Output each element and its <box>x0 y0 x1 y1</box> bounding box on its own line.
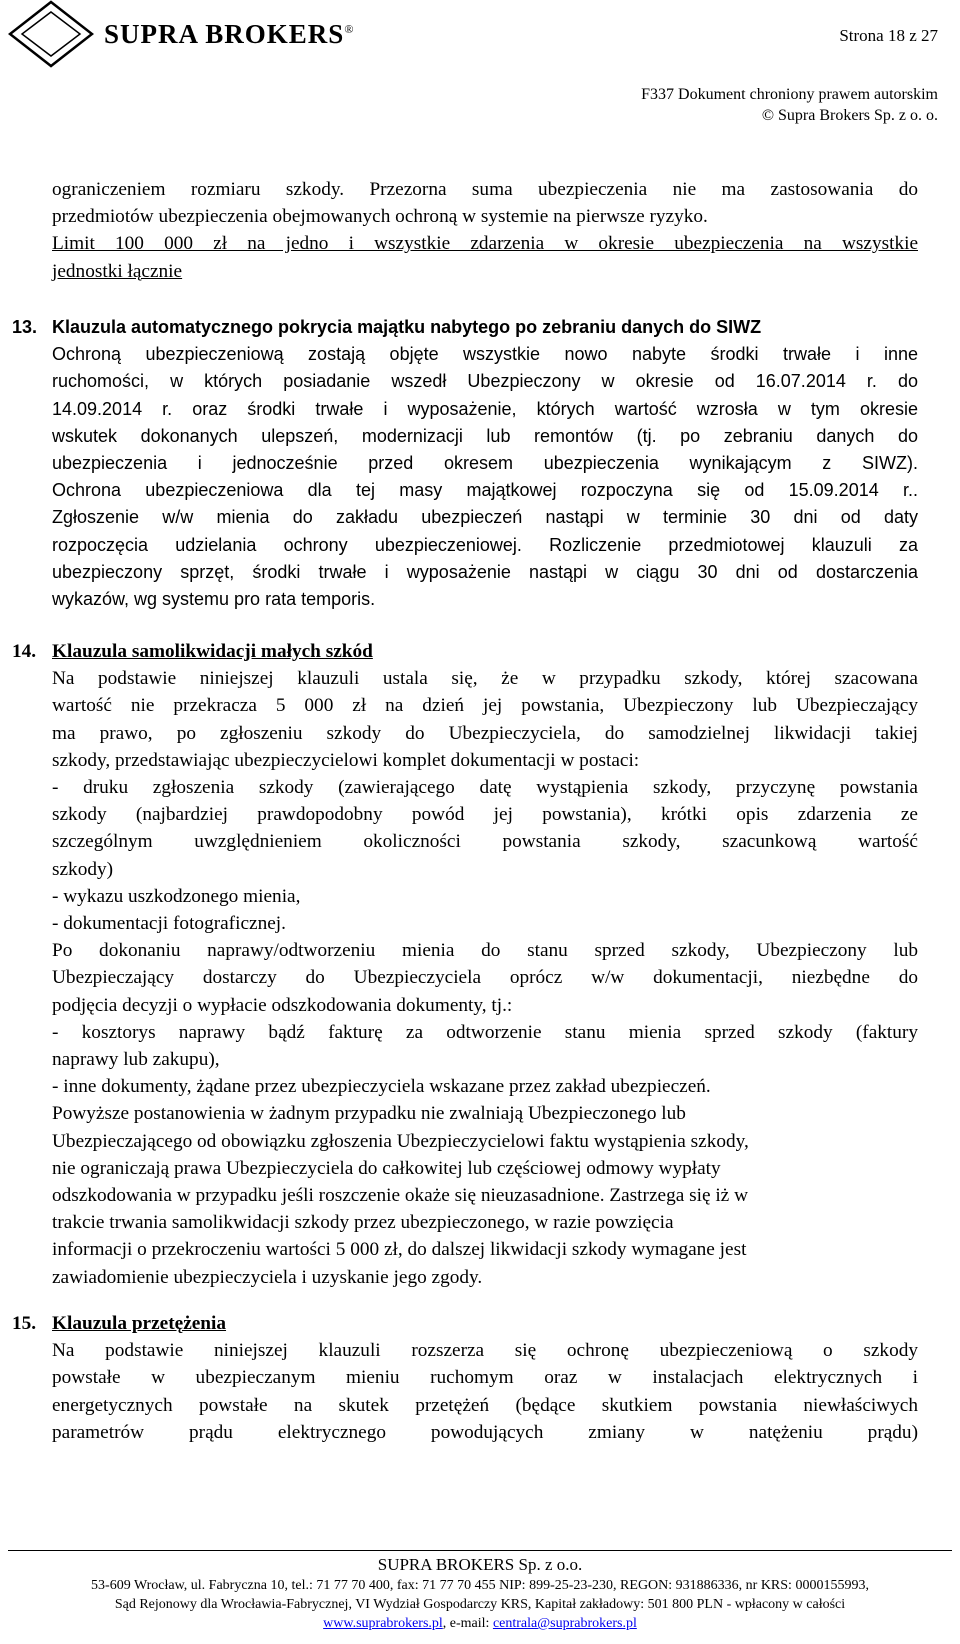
email-link[interactable]: centrala@suprabrokers.pl <box>492 1616 637 1631</box>
footer-divider <box>8 1550 952 1551</box>
copyright-notice <box>641 84 938 126</box>
page-number: Strona 18 z 27 <box>839 26 938 45</box>
footer-address: 53-609 Wrocław, ul. Fabryczna 10, tel.: 71 77 70 400, fax: 71 77 70 455 NIP: 899-25-23-230, REGON: 931886336, nr KRS: 0000155993, <box>91 1578 869 1593</box>
diamond-logo-icon <box>8 0 94 68</box>
footer-company: SUPRA BROKERS Sp. z o.o. <box>377 1555 583 1574</box>
page-footer <box>0 1554 960 1633</box>
brand-name: SUPRA BROKERS® <box>104 18 355 49</box>
section-15-number: 15. <box>12 1313 37 1334</box>
section-14-number: 14. <box>12 641 37 662</box>
supra-brokers-logo <box>8 0 354 68</box>
intro-paragraph: ograniczeniem rozmiaru szkody. Przezorna suma ubezpieczenia nie ma zastosowania do przedmiotów ubezpieczenia obejmowanych ochroną w systemie na pierwsze ryzyko. Limit 100 000 zł na jedno i wszystkie zdarzenia w okresie ubezpieczenia na wszystkie jednostki łącznie <box>52 179 918 282</box>
section-14: Klauzula samolikwidacji małych szkód Na podstawie niniejszej klauzuli ustala się, że w przypadku szkody, której szacowana wartość nie przekracza 5 000 zł na dzień jej powstania, Ubezpieczony lub Ubezpieczający ma prawo, po zgłoszeniu szkody do Ubezpieczyciela, do samodzielnej likwidacji takiej szkody, przedstawiając ubezpieczycielowi komplet dokumentacji w postaci: - druku zgłoszenia szkody (zawierającego datę wystąpienia szkody, przyczynę powstania szkody (najbardziej prawdopodobny powód jej powstania), krótki opis zdarzenia ze szczególnym uwzględnieniem okoliczności powstania szkody, szacunkową wartość szkody) - wykazu uszkodzonego mienia, - dokumentacji fotograficznej. Po dokonaniu naprawy/odtworzeniu mienia do stanu sprzed szkody, Ubezpieczony lub Ubezpieczający dostarczy do Ubezpieczyciela oprócz w/w dokumentacji, niezbędne do podjęcia decyzji o wypłacie odszkodowania dokumenty, tj.: - kosztorys naprawy bądź fakturę za odtworzenie stanu mienia sprzed szkody (faktury naprawy lub zakupu), - inne dokumenty, żądane przez ubezpieczyciela wskazane przez zakład ubezpieczeń. Powyższe postanowienia w żadnym przypadku nie zwalniają Ubezpieczonego lub Ubezpieczającego od obowiązku zgłoszenia Ubezpieczycielowi faktu wystąpienia szkody, nie ograniczają prawa Ubezpieczyciela do całkowitej lub częściowej odmowy wypłaty odszkodowania w przypadku jeśli roszczenie okaże się nieuzasadnione. Zastrzega się iż w trakcie trwania samolikwidacji szkody przez ubezpieczonego, w razie powzięcia informacji o przekroczeniu wartości 5 000 zł, do dalszej likwidacji szkody wymagane jest zawiadomienie ubezpieczyciela i uzyskanie jego zgody. <box>52 638 918 1291</box>
website-link[interactable]: www.suprabrokers.pl <box>323 1616 443 1631</box>
section-13-title: Klauzula automatycznego pokrycia majątku nabytego po zebraniu danych do SIWZ <box>52 317 762 337</box>
section-13-number: 13. <box>12 317 38 337</box>
section-15: Klauzula przetężenia Na podstawie niniejszej klauzuli rozszerza się ochronę ubezpieczeniową o szkody powstałe w ubezpieczanym mieniu ruchomym oraz w instalacjach elektrycznych i energetycznych powstałe na skutek przetężeń (będące skutkiem powstania niewłaściwych parametrów prądu elektrycznego powodujących zmiany w natężeniu prądu) <box>52 1310 918 1446</box>
copyright-line: © Supra Brokers Sp. z o. o. <box>761 107 938 124</box>
footer-court: Sąd Rejonowy dla Wrocławia-Fabrycznej, VI Wydział Gospodarczy KRS, Kapitał zakładowy: 501 800 PLN - wpłacony w całości <box>114 1597 846 1612</box>
section-15-title: Klauzula przetężenia <box>52 1313 227 1334</box>
footer-contact: www.suprabrokers.pl, e-mail: centrala@suprabrokers.pl <box>323 1616 637 1631</box>
section-14-title: Klauzula samolikwidacji małych szkód <box>52 641 373 662</box>
document-id-line: F337 Dokument chroniony prawem autorskim <box>641 86 938 103</box>
section-13: Klauzula automatycznego pokrycia majątku nabytego po zebraniu danych do SIWZ Ochroną ubezpieczeniową zostają objęte wszystkie nowo nabyte środki trwałe i inne ruchomości, w których posiadanie wszedł Ubezpieczony w okresie od 16.07.2014 r. do 14.09.2014 r. oraz środki trwałe i wyposażenie, których wartość wzrosła w tym okresie wskutek dokonanych ulepszeń, modernizacji lub remontów (tj. po zebraniu danych do ubezpieczenia i jednocześnie przed okresem ubezpieczenia wynikającym z SIWZ). Ochrona ubezpieczeniowa dla tej masy majątkowej rozpoczyna się od 15.09.2014 r.. Zgłoszenie w/w mienia do zakładu ubezpieczeń nastąpi w terminie 30 dni od daty rozpoczęcia udzielania ochrony ubezpieczeniowej. Rozliczenie przedmiotowej klauzuli za ubezpieczony sprzęt, środki trwałe i wyposażenie nastąpi w ciągu 30 dni od dostarczenia wykazów, wg systemu pro rata temporis. <box>52 314 918 613</box>
